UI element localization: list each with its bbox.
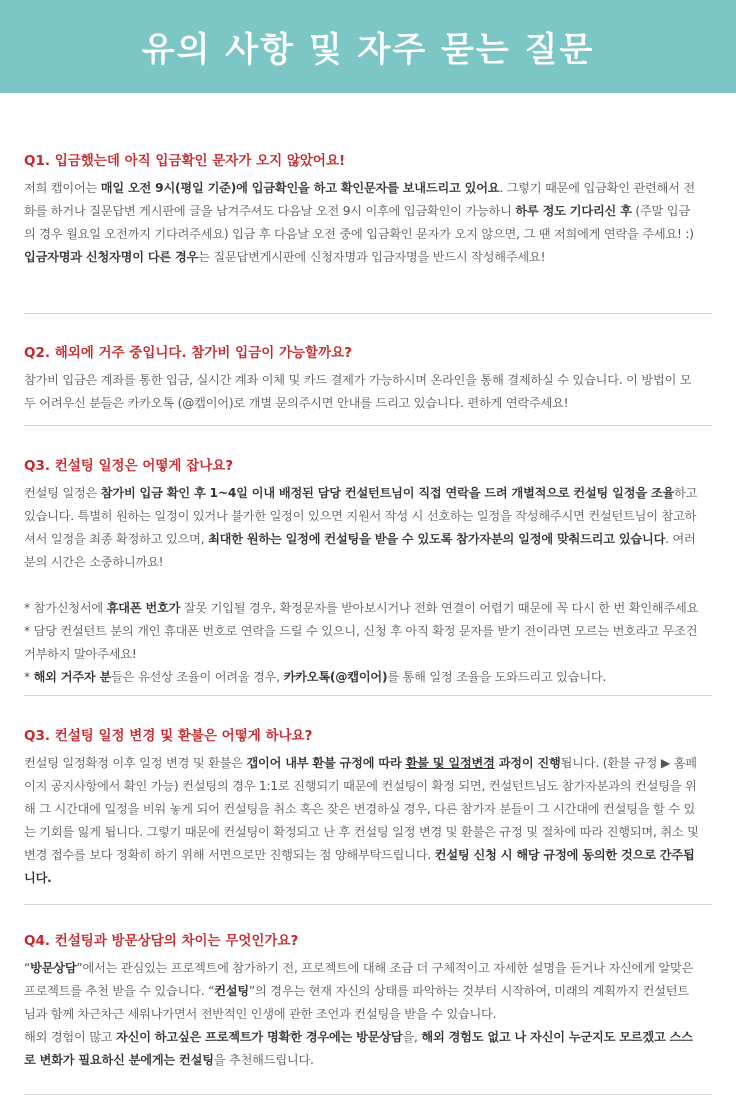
answer-text: 저희 캡이어는 [24,181,101,195]
answer-emphasis: 카카오톡(@캡이어) [283,670,388,684]
faq-item-3 [24,426,712,696]
answer-emphasis: 해외 경험도 없고 나 자신이 누군지도 모르겠고 스스 [421,1030,693,1044]
answer-line [24,223,712,246]
answer-emphasis: 휴대폰 번호가 [106,601,181,615]
answer-text: 분의 시간은 소중하니까요! [24,555,164,569]
answer-text: 참가비 입금은 계좌를 통한 입금, 실시간 계좌 이체 및 카드 결제가 가능하시며 온라인을 통해 결제하실 수 있습니다. 이 방법이 모 [24,373,692,387]
answer-spacer [24,574,712,597]
answer-line [24,867,712,890]
answer-line [24,798,712,821]
answer-text: 거부하지 말아주세요! [24,647,137,661]
answer-emphasis: 컨설팅 [214,984,249,998]
faq-item-2 [24,314,712,426]
answer-text: 을, [402,1030,422,1044]
answer-emphasis: 참가비 입금 확인 후 1~4일 이내 배정된 담당 컨설턴트님이 직접 연락을 드려 개별적으로 컨설팅 일정을 조율 [100,486,675,500]
answer-text: ”의 경우는 현재 자신의 상태를 파악하는 것부터 시작하여, 미래의 계획까지 컨설턴트 [248,984,689,998]
answer-text: 셔서 일정을 최종 확정하고 있으며, [24,532,209,546]
answer-text: 컨설팅 일정은 [24,486,101,500]
answer-text: 를 통해 일정 조율을 도와드리고 있습니다. [387,670,607,684]
answer-line [24,246,712,269]
answer-text: 해외 경험이 많고 [24,1030,117,1044]
answer-text: 됩니다. (환불 규정 ▶ 홈페 [560,756,697,770]
answer-emphasis: 과정이 진행 [494,756,561,770]
answer-text: 하고 [674,486,698,500]
answer-text: 의 경우 월요일 오전까지 기다려주세요) 입금 후 다음날 오전 중에 입금확인 문자가 오지 않으면, 그 땐 저희에게 연락을 주세요! :) [24,227,694,241]
answer-text: 해 그 시간대에 일정을 비워 놓게 되어 컨설팅을 취소 혹은 잦은 변경하실 경우, 다른 참가자 분들이 그 시간대에 컨설팅을 할 수 있 [24,802,696,816]
faq-item-1 [24,93,712,314]
answer-line [24,821,712,844]
answer-emphasis: 자신이 하고싶은 프로젝트가 명확한 경우에는 방문상담 [116,1030,403,1044]
answer-line [24,620,712,643]
faq-answer [24,482,712,689]
answer-text: . 그렇기 때문에 입금확인 관련해서 전 [499,181,696,195]
faq-item-5 [24,905,712,1095]
page-title: 유의 사항 및 자주 묻는 질문 [141,30,595,70]
answer-emphasis: 방문상담 [30,961,77,975]
answer-emphasis: 하루 정도 기다리신 후 [515,204,632,218]
faq-question: Q4. 컨설팅과 방문상담의 차이는 무엇인가요? [24,933,299,949]
answer-emphasis: 입금자명과 신청자명이 다른 경우 [24,250,199,264]
answer-text: ”에서는 관심있는 프로젝트에 참가하기 전, 프로젝트에 대해 조금 더 구체적이고 자세한 설명을 듣거나 자신에게 알맞은 [76,961,694,975]
answer-line [24,775,712,798]
answer-line [24,752,712,775]
answer-line [24,482,712,505]
answer-line [24,369,712,392]
answer-text: 들은 유선상 조율이 어려울 경우, [111,670,284,684]
answer-text: 는 기회를 잃게 됩니다. 그렇기 때문에 컨설팅이 확정되고 난 후 컨설팅 일정 변경 및 환불은 규정 및 절차에 따라 진행되며, 취소 및 [24,825,699,839]
answer-line [24,643,712,666]
faq-question: Q2. 해외에 거주 중입니다. 참가비 입금이 가능할까요? [24,345,352,361]
answer-line [24,844,712,867]
answer-emphasis: 최대한 원하는 일정에 컨설팅을 받을 수 있도록 참가자분의 일정에 맞춰드리고 있습니다 [208,532,666,546]
answer-line [24,666,712,689]
answer-text: 변경 접수를 보다 정확히 하기 위해 서면으로만 진행되는 점 양해부탁드립니다. [24,848,435,862]
faq-answer [24,957,712,1072]
faq-question: Q1. 입금했는데 아직 입금확인 문자가 오지 않았어요! [24,153,346,169]
faq-list [0,93,736,1095]
answer-text: 님과 함께 차근차근 세워나가면서 전반적인 인생에 관한 조언과 컨설팅을 받을 수 있습니다. [24,1007,497,1021]
answer-text: “ [24,961,31,975]
answer-text: * 참가신청서에 [24,601,107,615]
answer-text: * 담당 컨설턴트 분의 개인 휴대폰 번호로 연락을 드릴 수 있으니, 신청 후 아직 확정 문자를 받기 전이라면 모르는 번호라고 무조건 [24,624,698,638]
faq-answer [24,369,712,415]
faq-question: Q3. 컨설팅 일정 변경 및 환불은 어떻게 하나요? [24,728,313,744]
answer-emphasis: 환불 및 일정변경 [405,756,495,770]
answer-line [24,551,712,574]
answer-emphasis: 컨설팅 신청 시 해당 규정에 동의한 것으로 간주됩 [434,848,695,862]
answer-text: 두 어려우신 분들은 카카오톡 (@캡이어)로 개별 문의주시면 안내를 드리고 있습니다. 편하게 연락주세요! [24,396,569,410]
answer-line [24,528,712,551]
answer-line [24,200,712,223]
answer-text: 화를 하거나 질문답변 게시판에 글을 남겨주셔도 다음날 오전 9시 이후에 입금확인이 가능하니 [24,204,516,218]
answer-text: 프로젝트를 추천 받을 수 있습니다. “ [24,984,215,998]
answer-text: 있습니다. 특별히 원하는 일정이 있거나 불가한 일정이 있으면 지원서 작성 시 선호하는 일정을 작성해주시면 컨설턴트님이 참고하 [24,509,697,523]
answer-emphasis: 로 변화가 필요하신 분에게는 컨설팅 [24,1053,214,1067]
answer-text: 을 추천해드립니다. [213,1053,314,1067]
answer-text: (주말 입금 [631,204,690,218]
faq-answer [24,752,712,890]
answer-text: * [24,670,34,684]
answer-line [24,505,712,528]
answer-text: . 여러 [665,532,696,546]
answer-line [24,957,712,980]
answer-line [24,1026,712,1049]
answer-text: 잘못 기입될 경우, 확정문자를 받아보시거나 전화 연결이 어렵기 때문에 꼭 다시 한 번 확인해주세요 [180,601,699,615]
faq-question: Q3. 컨설팅 일정은 어떻게 잡나요? [24,458,234,474]
answer-emphasis: 니다. [24,871,52,885]
answer-text: 컨설팅 일정확정 이후 일정 변경 및 환불은 [24,756,247,770]
answer-line [24,392,712,415]
answer-emphasis: 매일 오전 9시(평일 기준)에 입금확인을 하고 확인문자를 보내드리고 있어요 [100,181,500,195]
faq-answer [24,177,712,269]
answer-line [24,980,712,1003]
answer-line [24,597,712,620]
answer-emphasis: 갭이어 내부 환불 규정에 따라 [246,756,406,770]
answer-line [24,177,712,200]
answer-text: 는 질문답변게시판에 신청자명과 입금자명을 반드시 작성해주세요! [198,250,546,264]
answer-text: 이지 공지사항에서 확인 가능) 컨설팅의 경우 1:1로 진행되기 때문에 컨설팅이 확정 되면, 컨설턴트님도 참가자분과의 컨설팅을 위 [24,779,697,793]
answer-emphasis: 해외 거주자 분 [33,670,112,684]
answer-line [24,1049,712,1072]
page-banner [0,0,736,93]
faq-item-4 [24,696,712,905]
answer-line [24,1003,712,1026]
